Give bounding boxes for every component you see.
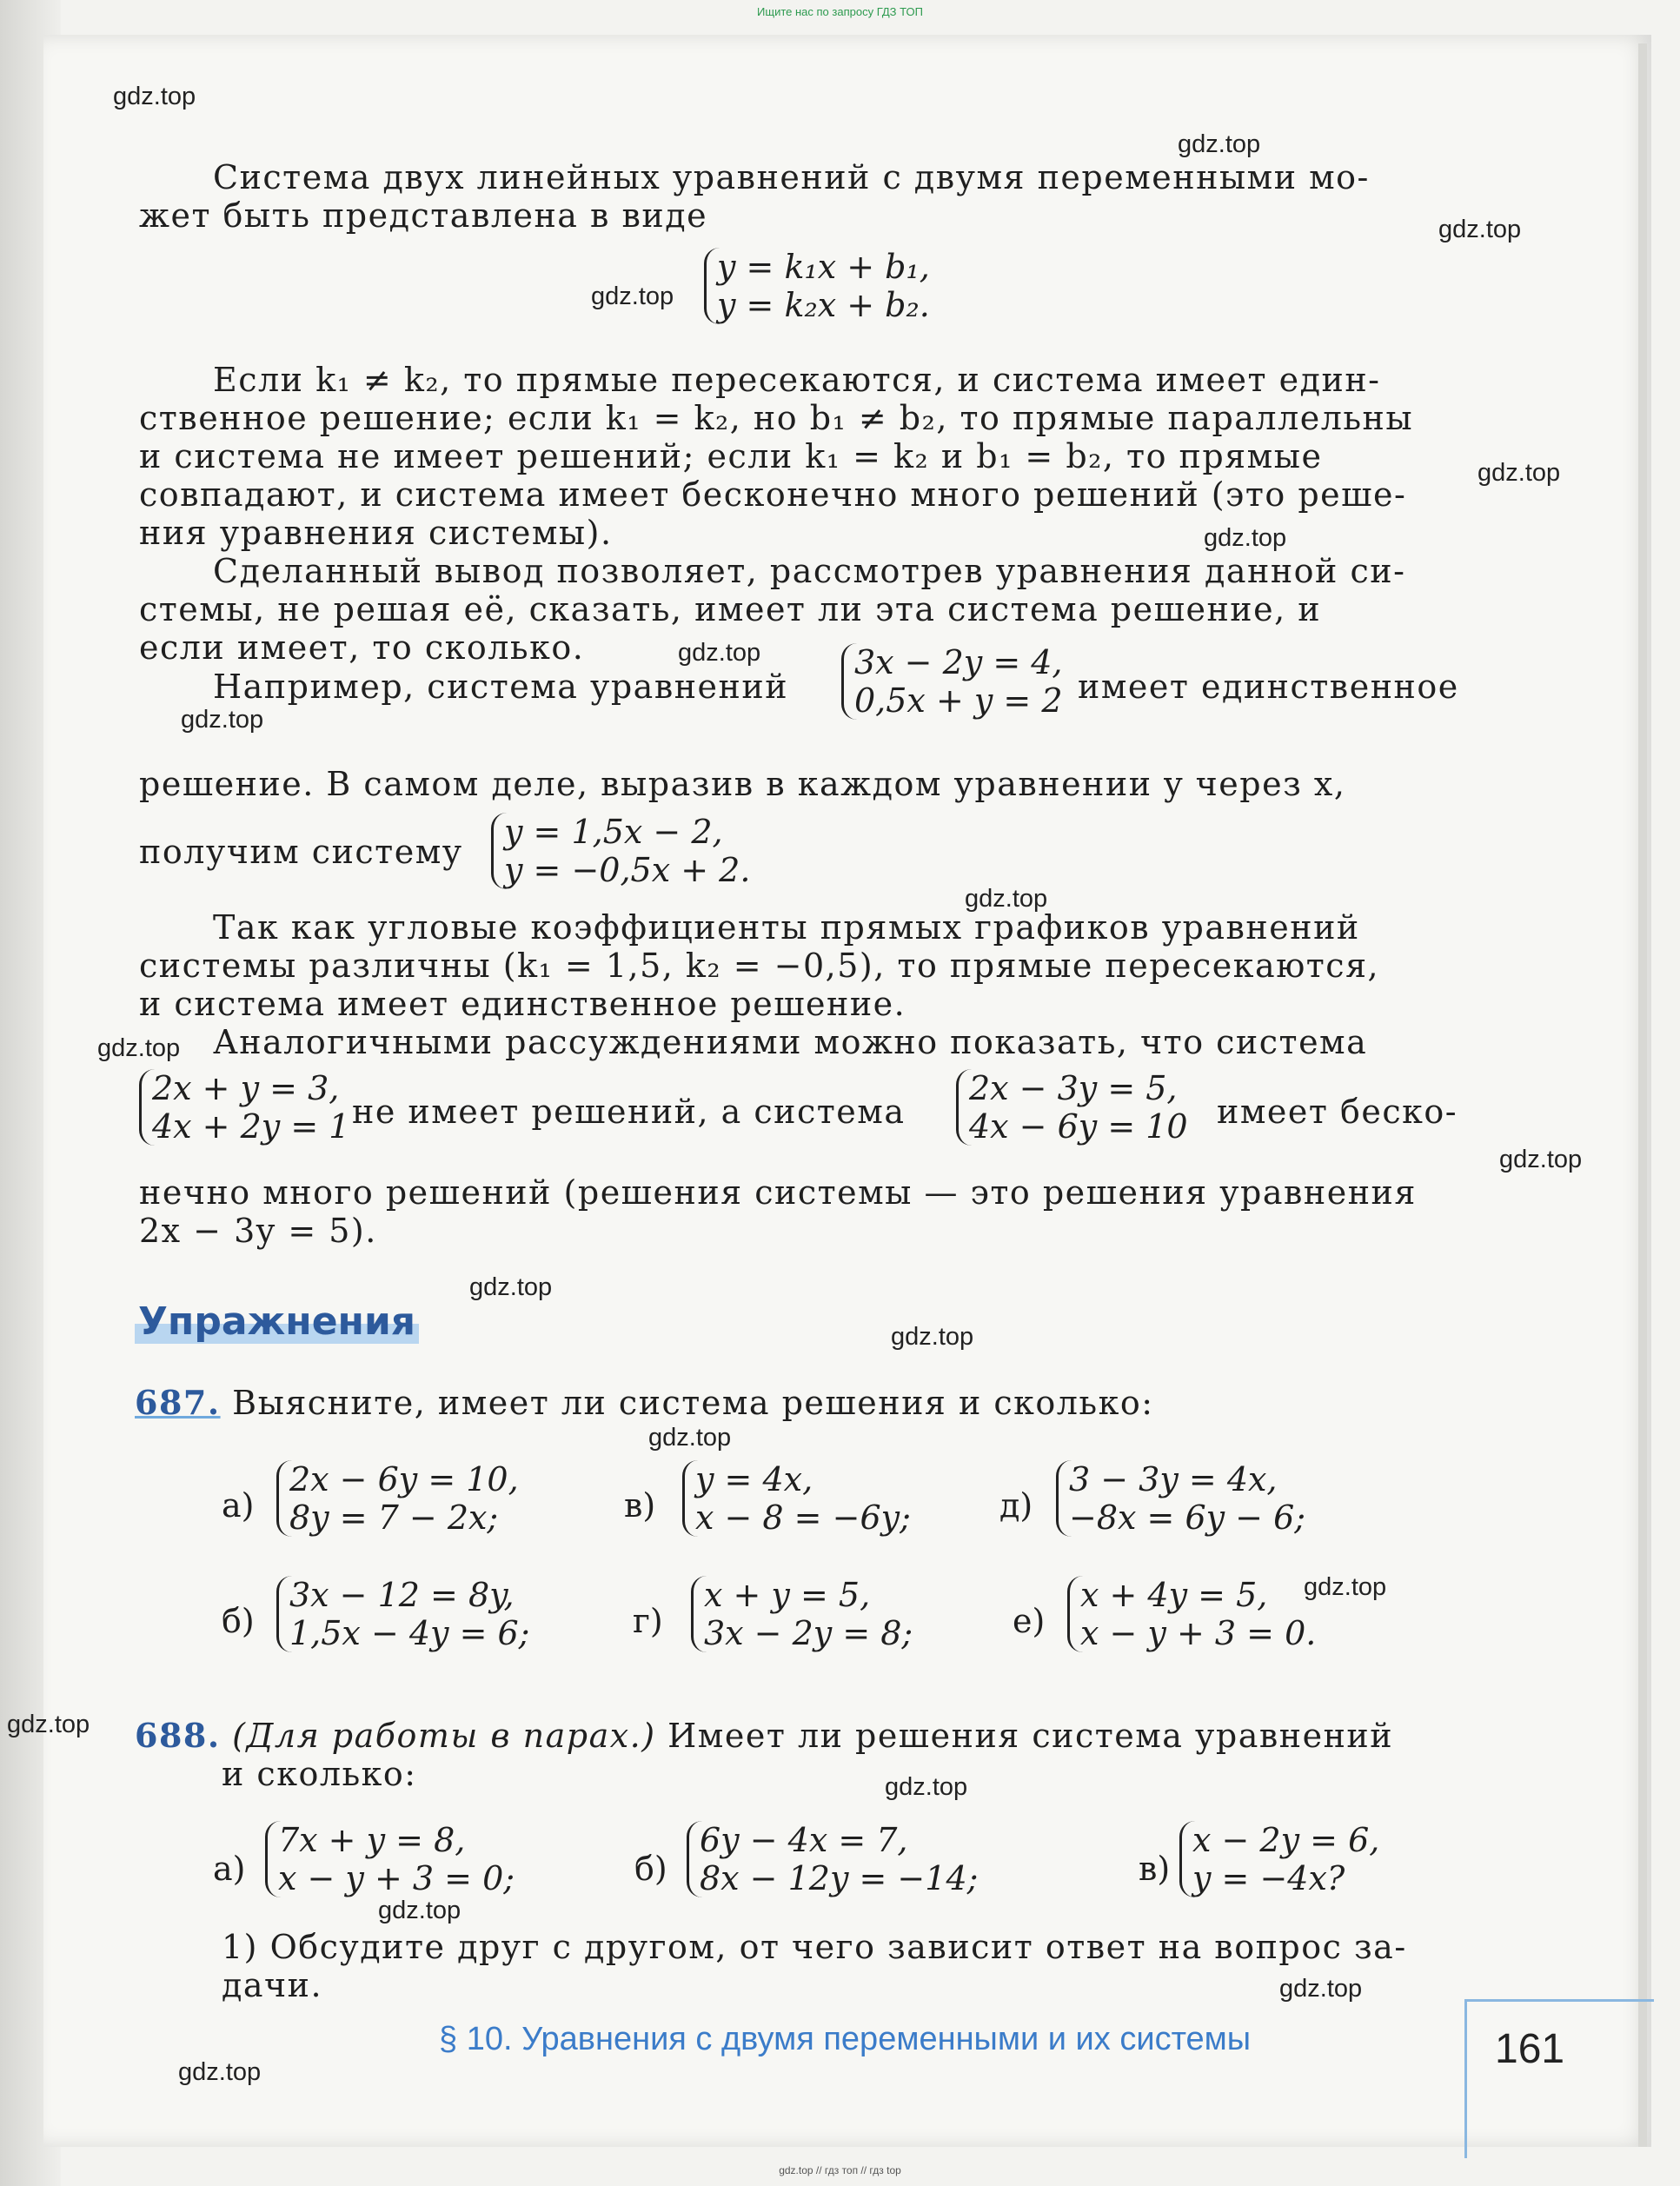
system-equation: 8y = 7 − 2x; bbox=[289, 1498, 499, 1537]
example-lead: Например, система уравнений bbox=[213, 668, 789, 706]
system-equation: 2x − 6y = 10, bbox=[289, 1460, 519, 1498]
system-equation: 0,5x + y = 2 bbox=[854, 681, 1063, 720]
system-equation: −8x = 6y − 6; bbox=[1069, 1498, 1306, 1537]
slopes-line: системы различны (k₁ = 1,5, k₂ = −0,5), то прямые пересекаются, bbox=[139, 947, 1380, 985]
page-edge bbox=[1638, 43, 1647, 2147]
system-equation: x + y = 5, bbox=[704, 1576, 871, 1614]
exercise-system bbox=[265, 1821, 515, 1897]
exercise-question: 1) Обсудите друг с другом, от чего зависит ответ на вопрос за- bbox=[222, 1928, 1407, 1966]
analog-mid: не имеет решений, а система bbox=[352, 1093, 906, 1131]
system-equation: x − y + 3 = 0. bbox=[1080, 1614, 1317, 1652]
watermark: gdz.top bbox=[1178, 130, 1261, 158]
item-label: д) bbox=[999, 1486, 1033, 1525]
system-equation: y = k₂x + b₂. bbox=[717, 286, 930, 324]
system-equation: 2x − 3y = 5, bbox=[969, 1069, 1178, 1107]
watermark: gdz.top bbox=[678, 639, 761, 667]
cases-line: ния уравнения системы). bbox=[139, 514, 613, 552]
section-title: Упражнения bbox=[135, 1299, 419, 1344]
exercise-system bbox=[691, 1576, 913, 1652]
conclusion-line: если имеет, то сколько. bbox=[139, 628, 585, 667]
exercise-system bbox=[1179, 1821, 1379, 1897]
analog-line: 2x − 3y = 5). bbox=[139, 1212, 377, 1250]
exercise-688-header bbox=[135, 1717, 1393, 1755]
watermark: gdz.top bbox=[181, 706, 264, 734]
example-system-2 bbox=[491, 813, 750, 889]
item-label: г) bbox=[633, 1602, 663, 1640]
analog-line: нечно много решений (решения системы — это решения уравнения bbox=[139, 1173, 1417, 1212]
bottom-note: gdz.top // гдз топ // гдз top bbox=[779, 2164, 901, 2176]
exercise-text: Выясните, имеет ли система решения и сколько: bbox=[232, 1384, 1154, 1422]
system-equation: y = −4x? bbox=[1192, 1859, 1345, 1897]
system-equation: 4x − 6y = 10 bbox=[969, 1107, 1188, 1146]
analog-system-2 bbox=[956, 1069, 1188, 1146]
system-equation: 1,5x − 4y = 6; bbox=[289, 1614, 530, 1652]
intro-line: жет быть представлена в виде bbox=[139, 196, 708, 235]
exercise-687-header bbox=[135, 1384, 1154, 1422]
watermark: gdz.top bbox=[378, 1897, 462, 1924]
example-line: получим систему bbox=[139, 833, 463, 871]
example-tail: имеет единственное bbox=[1078, 668, 1459, 706]
page-number: 161 bbox=[1495, 2026, 1565, 2072]
analog-system-1 bbox=[139, 1069, 349, 1146]
watermark: gdz.top bbox=[97, 1034, 181, 1062]
watermark: gdz.top bbox=[469, 1273, 553, 1301]
watermark: gdz.top bbox=[648, 1424, 732, 1452]
cases-line: ственное решение; если k₁ = k₂, но b₁ ≠ b₂, то прямые параллельны bbox=[139, 399, 1414, 437]
exercise-number: 687. bbox=[135, 1383, 221, 1422]
analog-line: Аналогичными рассуждениями можно показать, что система bbox=[213, 1023, 1368, 1061]
conclusion-line: Сделанный вывод позволяет, рассмотрев уравнения данной си- bbox=[213, 552, 1406, 590]
system-equation: 3x − 2y = 4, bbox=[854, 643, 1063, 681]
watermark: gdz.top bbox=[885, 1773, 968, 1801]
watermark: gdz.top bbox=[591, 282, 674, 310]
system-equation: x − y + 3 = 0; bbox=[278, 1859, 515, 1897]
exercise-system bbox=[276, 1460, 519, 1537]
watermark: gdz.top bbox=[1499, 1146, 1583, 1173]
exercise-system bbox=[682, 1460, 911, 1537]
item-label: б) bbox=[222, 1602, 255, 1640]
system-equation: 2x + y = 3, bbox=[152, 1069, 340, 1107]
watermark: gdz.top bbox=[891, 1323, 974, 1351]
exercise-system bbox=[1067, 1576, 1316, 1652]
system-equation: 3x − 2y = 8; bbox=[704, 1614, 913, 1652]
watermark: gdz.top bbox=[1477, 459, 1561, 487]
exercise-question: дачи. bbox=[222, 1966, 323, 2004]
exercise-text: Имеет ли решения система уравнений bbox=[667, 1717, 1394, 1755]
item-label: б) bbox=[634, 1850, 667, 1888]
item-label: в) bbox=[624, 1486, 656, 1525]
system-equation: x − 2y = 6, bbox=[1192, 1821, 1380, 1859]
system-equation: x + 4y = 5, bbox=[1080, 1576, 1268, 1614]
slopes-line: и система имеет единственное решение. bbox=[139, 985, 906, 1023]
exercise-system bbox=[687, 1821, 978, 1897]
example-line: решение. В самом деле, выразив в каждом уравнении y через x, bbox=[139, 765, 1346, 803]
item-label: а) bbox=[213, 1850, 246, 1888]
top-note: Ищите нас по запросу ГДЗ ТОП bbox=[757, 5, 923, 18]
page-number-frame bbox=[1464, 1999, 1654, 2158]
system-equation: x − 8 = −6y; bbox=[695, 1498, 911, 1537]
exercise-system bbox=[276, 1576, 529, 1652]
analog-tail: имеет беско- bbox=[1217, 1093, 1458, 1131]
exercise-text-line: и сколько: bbox=[222, 1755, 417, 1793]
watermark: gdz.top bbox=[1438, 216, 1522, 243]
system-equation: 4x + 2y = 1 bbox=[152, 1107, 350, 1146]
general-system bbox=[704, 248, 930, 324]
exercise-number: 688. bbox=[135, 1716, 221, 1755]
exercise-system bbox=[1056, 1460, 1305, 1537]
system-equation: 8x − 12y = −14; bbox=[700, 1859, 979, 1897]
slopes-line: Так как угловые коэффициенты прямых графиков уравнений bbox=[213, 908, 1360, 947]
conclusion-line: стемы, не решая её, сказать, имеет ли эта система решение, и bbox=[139, 590, 1322, 628]
cases-line: совпадают, и система имеет бесконечно много решений (это реше- bbox=[139, 475, 1407, 514]
watermark: gdz.top bbox=[965, 885, 1048, 913]
watermark: gdz.top bbox=[1279, 1975, 1363, 2003]
watermark: gdz.top bbox=[178, 2058, 262, 2086]
system-equation: y = k₁x + b₁, bbox=[717, 248, 930, 286]
system-equation: y = 4x, bbox=[695, 1460, 813, 1498]
intro-line: Система двух линейных уравнений с двумя переменными мо- bbox=[213, 158, 1370, 196]
system-equation: 3x − 12 = 8y, bbox=[289, 1576, 515, 1614]
system-equation: 3 − 3y = 4x, bbox=[1069, 1460, 1278, 1498]
item-label: е) bbox=[1013, 1602, 1046, 1640]
watermark: gdz.top bbox=[1204, 524, 1287, 552]
exercise-pair-note: (Для работы в парах.) bbox=[232, 1717, 656, 1755]
watermark: gdz.top bbox=[7, 1711, 90, 1738]
example-system bbox=[841, 643, 1063, 720]
chapter-footer: § 10. Уравнения с двумя переменными и их системы bbox=[439, 2021, 1252, 2057]
watermark: gdz.top bbox=[113, 83, 196, 110]
system-equation: 6y − 4x = 7, bbox=[700, 1821, 908, 1859]
system-equation: y = 1,5x − 2, bbox=[504, 813, 723, 851]
system-equation: y = −0,5x + 2. bbox=[504, 851, 751, 889]
item-label: а) bbox=[222, 1486, 255, 1525]
watermark: gdz.top bbox=[1304, 1573, 1387, 1601]
cases-line: Если k₁ ≠ k₂, то прямые пересекаются, и система имеет един- bbox=[213, 361, 1381, 399]
cases-line: и система не имеет решений; если k₁ = k₂ и b₁ = b₂, то прямые bbox=[139, 437, 1323, 475]
item-label: в) bbox=[1139, 1850, 1171, 1888]
system-equation: 7x + y = 8, bbox=[278, 1821, 466, 1859]
